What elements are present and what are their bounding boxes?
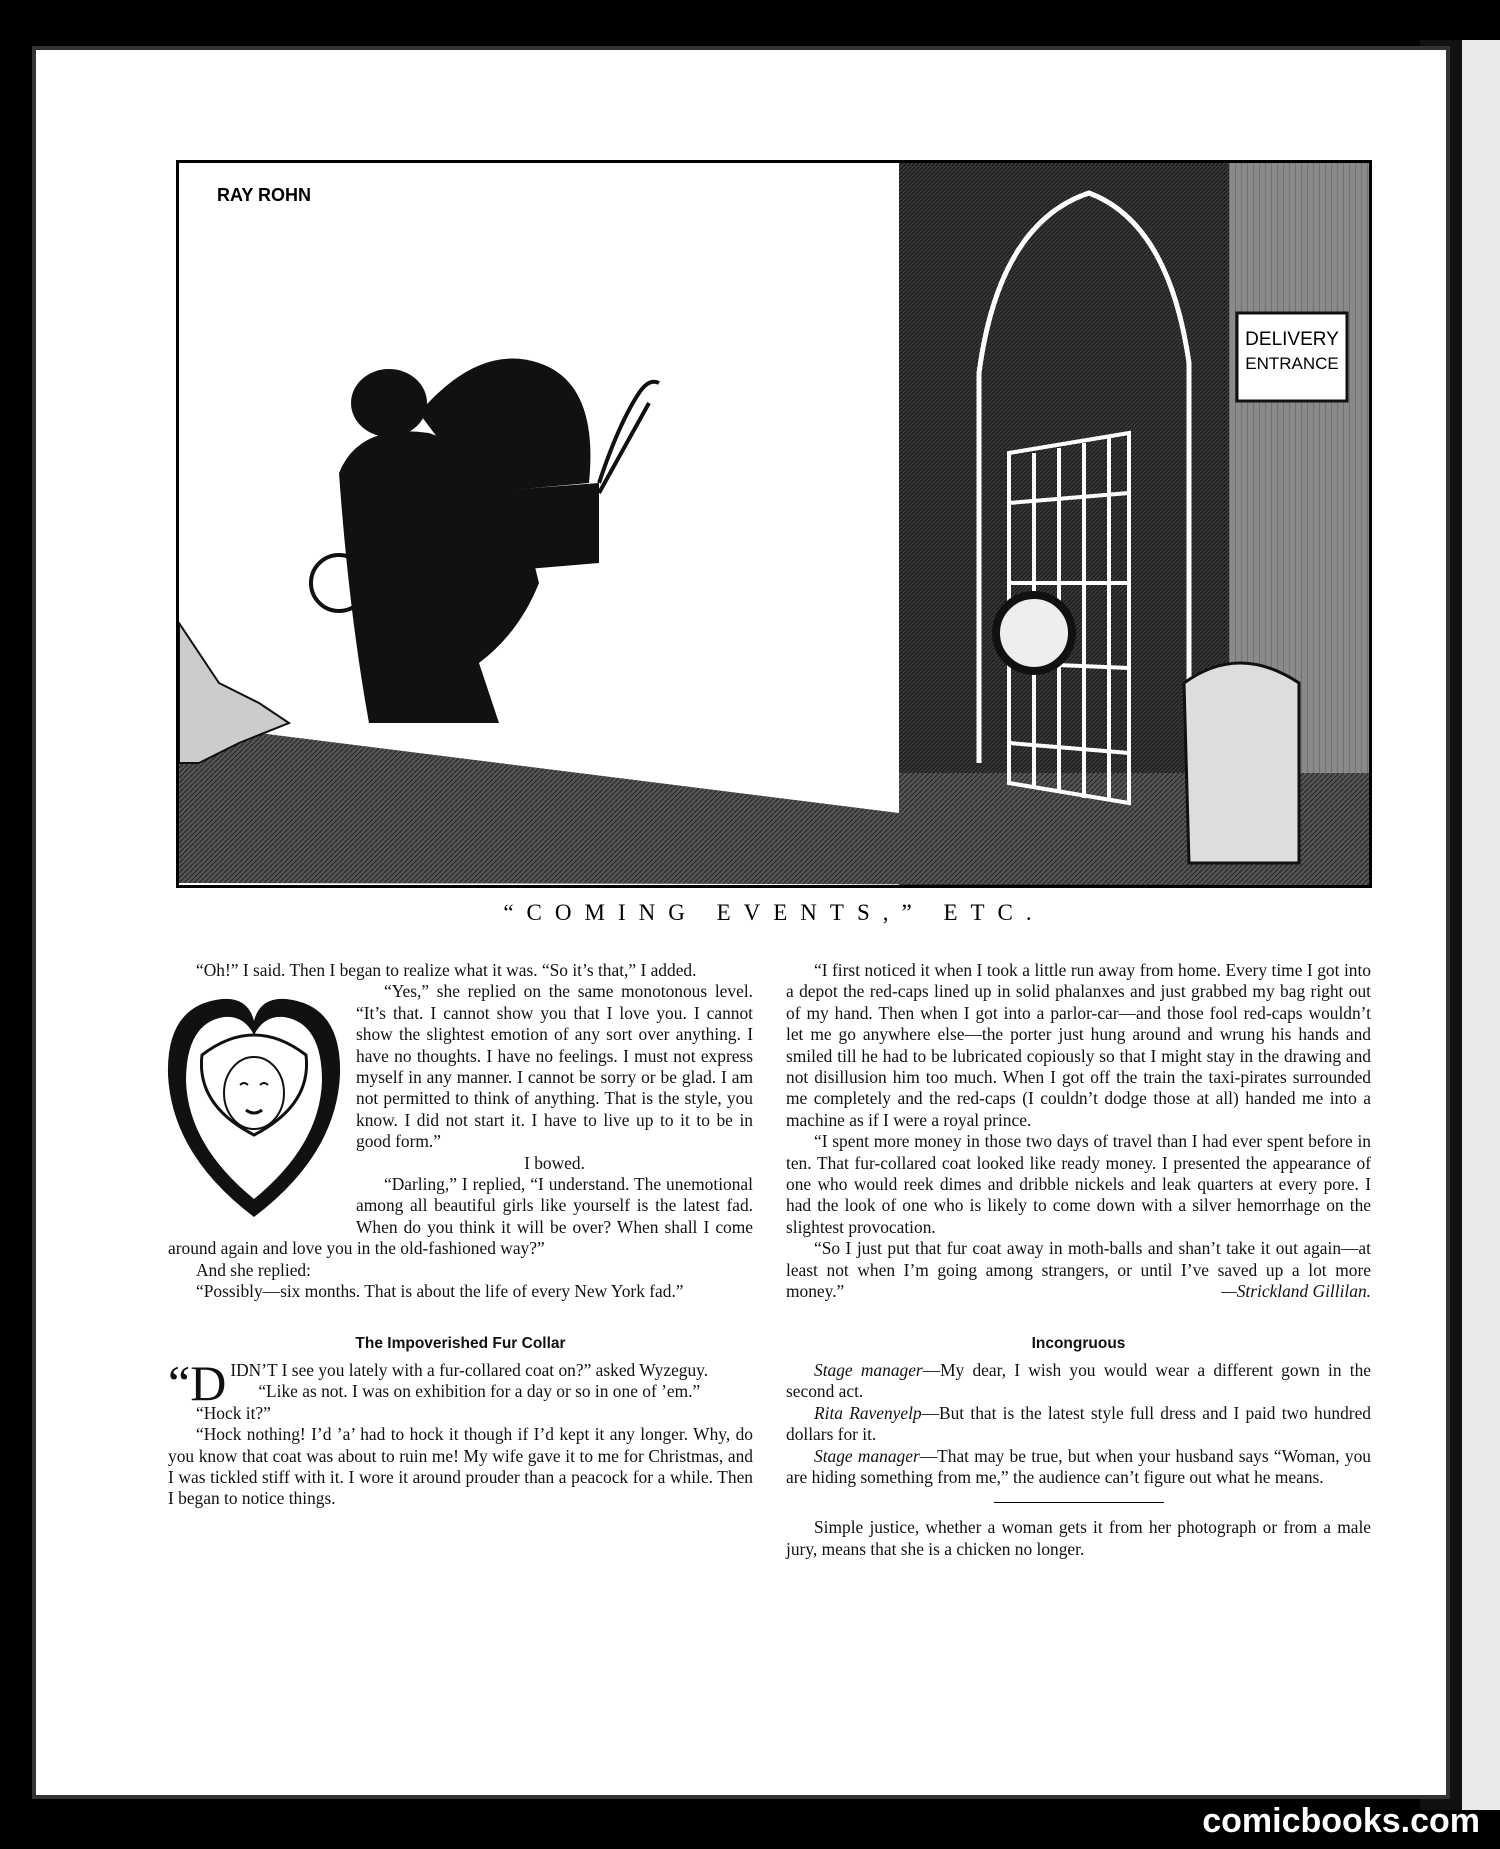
cartoon-illustration: [176, 160, 1372, 888]
sign-line-2: ENTRANCE: [1245, 354, 1339, 373]
dialogue-text-1: —My dear, I wish you would wear a different gown in the second act.: [786, 1359, 1372, 1402]
left-paragraph-9: “Hock it?”: [196, 1402, 271, 1423]
left-paragraph-7-text: IDN’T I see you lately with a fur-collared coat on?” asked Wyzeguy.: [230, 1359, 709, 1380]
author-signature: —Strickland Gillilan.: [1221, 1281, 1371, 1302]
cartoon-caption: “COMING EVENTS,” ETC.: [503, 900, 1045, 925]
left-paragraph-2: “Yes,” she replied on the same monotonous level. “It’s that. I cannot show you that I love you. I cannot show the slightest emotion of any sort over anything. I have no thoughts. I have no feelings. I must not express myself in any manner. I cannot be sorry or be glad. I am not permitted to think of anything. That is the style, you know. I did not start it. I have to live up to it to be in good form.”: [356, 981, 753, 1152]
dialogue-text-2: —But that is the latest style full dress and I paid two hundred dollars for it.: [786, 1402, 1372, 1445]
dialogue-text-3: —That may be true, but when your husband says “Woman, you are hiding something from me,” the audience can’t figure out what he means.: [786, 1445, 1372, 1487]
artist-signature: RAY ROHN: [217, 185, 312, 205]
speaker-1: Stage manager: [814, 1359, 923, 1380]
cartoon-drawing: [179, 163, 1369, 885]
speaker-3: Stage manager: [814, 1445, 920, 1466]
dialogue-line-3: [786, 1446, 1371, 1489]
site-watermark: comicbooks.com: [1202, 1802, 1480, 1840]
left-paragraph-3: I bowed.: [524, 1152, 585, 1173]
section-divider: [994, 1502, 1164, 1503]
right-paragraph-3-text: “So I just put that fur coat away in moth-balls and shan’t take it out again—at least not when I’m going among strangers, or until I’ve saved up a lot more money.”: [786, 1238, 1371, 1302]
next-page-edge: [1462, 40, 1500, 1810]
dialogue-line-2: [786, 1403, 1371, 1446]
sign-line-1: DELIVERY: [1245, 329, 1339, 350]
right-paragraph-2: “I spent more money in those two days of travel than I had ever spent before in ten. That fur-collared coat looked like ready money. I presented the appearance of one who would reek dimes and dribble nickels and leak quarters at every pore. I had the look of one who is likely to come down with a silver hemorrhage on the slightest provocation.: [786, 1131, 1371, 1237]
left-paragraph-6: “Possibly—six months. That is about the life of every New York fad.”: [196, 1281, 684, 1302]
left-paragraph-5: And she replied:: [196, 1259, 311, 1280]
closing-paragraph: Simple justice, whether a woman gets it from her photograph or from a male jury, means that she is a chicken no longer.: [786, 1517, 1371, 1559]
woman-portrait-illustration: [162, 985, 346, 1221]
left-column: [168, 960, 753, 1510]
incongruous-heading: Incongruous: [1031, 1334, 1126, 1352]
dialogue-line-1: [786, 1360, 1371, 1403]
right-paragraph-1: “I first noticed it when I took a little run away from home. Every time I got into a depot the red-caps lined up in solid phalanxes and just grabbed my bag right out of my hand. Then when I got into a parlor-car—and those fool red-caps wouldn’t let me go anywhere else—the porter just hung around and wrung his hands and smiled till he had to be lubricated copiously so that I might stay in the drawing and not disillusion him too much. When I got off the train the taxi-pirates surrounded me completely and the red-caps (I couldn’t dodge those at all) handed me into a machine as if I were a royal prince.: [786, 960, 1371, 1130]
speaker-2: Rita Ravenyelp: [814, 1402, 922, 1423]
drop-cap: “D: [168, 1354, 227, 1411]
left-paragraph-10: “Hock nothing! I’d ’a’ had to hock it though if I’d kept it any longer. Why, do you know that coat was about to ruin me! My wife gave it to me for Christmas, and I was tickled stiff with it. I wore it around prouder than a peacock for a while. Then I began to notice things.: [168, 1424, 753, 1509]
left-paragraph-8: “Like as not. I was on exhibition for a day or so in one of ’em.”: [258, 1381, 701, 1402]
left-paragraph-4: “Darling,” I replied, “I understand. The unemotional among all beautiful girls like yourself is the latest fad. When do you think it will be over? When shall I come around again and love you in the old-fashioned way?”: [168, 1174, 753, 1259]
left-paragraph-1: “Oh!” I said. Then I began to realize what it was. “So it’s that,” I added.: [196, 960, 697, 980]
right-paragraph-3: [786, 1238, 1371, 1302]
right-column: [786, 960, 1371, 1560]
fur-collar-heading: The Impoverished Fur Collar: [355, 1334, 566, 1352]
